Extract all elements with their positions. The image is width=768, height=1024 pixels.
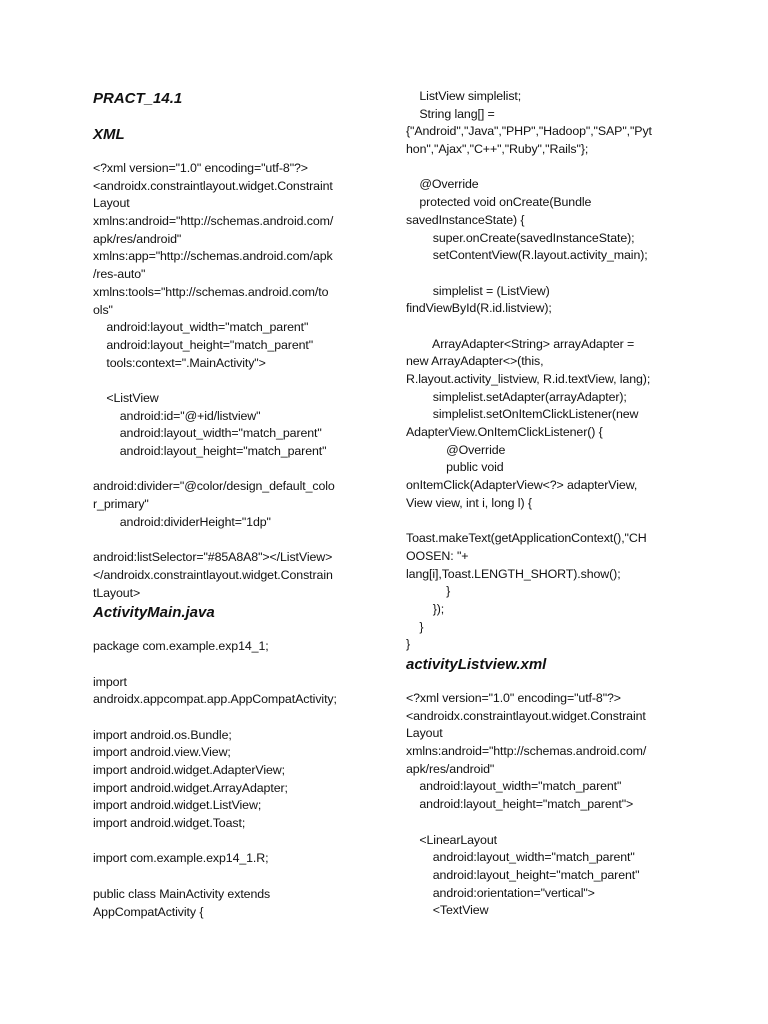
right-code-line: setContentView(R.layout.activity_main); [406, 248, 648, 263]
right-blank-line [406, 513, 696, 531]
left-code-line: android:id="@+id/listview" [93, 408, 261, 423]
right-code-line: findViewById(R.id.listview); [406, 301, 552, 316]
right-blank-line [406, 159, 696, 177]
left-code-line: <androidx.constraintlayout.widget.Constraint [93, 178, 333, 193]
left-code-line: </androidx.constraintlayout.widget.Constrain [93, 567, 333, 582]
left-code-line: xmlns:android="http://schemas.android.com/ [93, 214, 334, 229]
right-code-line: savedInstanceState) { [406, 212, 525, 227]
left-code-line: r_primary" [93, 497, 149, 512]
left-code-line: tLayout> [93, 585, 141, 600]
right-code-line: ArrayAdapter<String> arrayAdapter = [406, 336, 635, 351]
left-code-line: import android.widget.ListView; [93, 798, 262, 813]
left-code-line: <ListView [93, 390, 159, 405]
right-blank-line [406, 318, 696, 336]
right-code-line: @Override [406, 177, 479, 192]
left-code-line: android:layout_width="match_parent" [93, 426, 322, 441]
right-code-line: Layout [406, 726, 443, 741]
right-code-line: View view, int i, long l) { [406, 495, 532, 510]
left-code-line: /res-auto" [93, 267, 146, 282]
left-code-line: tools:context=".MainActivity"> [93, 355, 266, 370]
left-code-line: import android.os.Bundle; [93, 727, 232, 742]
right-code-line: ListView simplelist; [406, 89, 522, 103]
right-code-line: } [406, 637, 411, 652]
left-code-line: android:divider="@color/design_default_colo [93, 479, 335, 494]
right-code-line: <androidx.constraintlayout.widget.Constraint [406, 708, 646, 723]
left-code-line: AppCompatActivity { [93, 904, 204, 919]
right-code-line: R.layout.activity_listview, R.id.textView, lang); [406, 372, 651, 386]
left-code-line: Layout [93, 196, 130, 211]
left-code-line: android:layout_height="match_parent" [93, 337, 314, 352]
right-code-line: xmlns:android="http://schemas.android.com/ [406, 744, 647, 759]
right-section-heading: activityListview.xml [406, 656, 547, 673]
left-code-line: import com.example.exp14_1.R; [93, 851, 269, 866]
right-code-line: onItemClick(AdapterView<?> adapterView, [406, 478, 638, 493]
left-code-line: import android.widget.Toast; [93, 816, 246, 831]
right-code-line: }); [406, 601, 445, 616]
right-code-line: android:layout_width="match_parent" [406, 850, 635, 865]
left-code-line: ols" [93, 302, 113, 317]
left-section-heading: ActivityMain.java [93, 604, 215, 622]
right-code-line: lang[i],Toast.LENGTH_SHORT).show(); [406, 566, 621, 581]
left-code-line: xmlns:app="http://schemas.android.com/apk [93, 249, 333, 264]
right-column [406, 88, 696, 920]
right-code-line: {"Android","Java","PHP","Hadoop","SAP","Pyt [406, 124, 652, 139]
left-code-line: android:dividerHeight="1dp" [93, 514, 271, 529]
left-code-line: android:layout_height="match_parent" [93, 444, 327, 458]
right-code-line: new ArrayAdapter<>(this, [406, 354, 544, 369]
left-code-line: android:listSelector="#85A8A8"></ListView> [93, 550, 333, 565]
right-code-line: super.onCreate(savedInstanceState); [406, 230, 635, 245]
left-code-line: <?xml version="1.0" encoding="utf-8"?> [93, 161, 308, 175]
right-code-line: } [406, 584, 451, 599]
right-code-line: simplelist.setOnItemClickListener(new [406, 407, 639, 422]
right-code-line: <LinearLayout [406, 832, 497, 847]
left-code-line: apk/res/android" [93, 231, 182, 246]
left-code-line: import android.widget.ArrayAdapter; [93, 780, 288, 795]
right-code-line: hon","Ajax","C++","Ruby","Rails"}; [406, 142, 589, 157]
right-code-line: } [406, 619, 424, 634]
left-blank-line [93, 709, 373, 727]
right-blank-line [406, 814, 696, 832]
right-code-line: protected void onCreate(Bundle [406, 195, 592, 210]
right-code-line: simplelist = (ListView) [406, 283, 550, 298]
right-code-line: Toast.makeText(getApplicationContext(),"CH [406, 531, 647, 546]
right-code-line: String lang[] = [406, 106, 495, 121]
left-code-line: import android.widget.AdapterView; [93, 763, 285, 777]
left-blank-line [93, 372, 373, 390]
right-code-line: simplelist.setAdapter(arrayAdapter); [406, 389, 627, 404]
left-blank-line [93, 868, 373, 886]
right-code-line: android:layout_height="match_parent" [406, 867, 640, 882]
left-section-heading: PRACT_14.1 [93, 90, 183, 107]
left-blank-line [93, 833, 373, 851]
left-code-line: import android.view.View; [93, 745, 231, 760]
right-code-line: @Override [406, 442, 506, 457]
left-code-line: xmlns:tools="http://schemas.android.com/to [93, 284, 329, 299]
right-code-line: <?xml version="1.0" encoding="utf-8"?> [406, 691, 621, 705]
right-code-line: OOSEN: "+ [406, 548, 469, 563]
left-code-line: android:layout_width="match_parent" [93, 320, 309, 335]
right-code-line: public void [406, 460, 504, 475]
left-code-line: androidx.appcompat.app.AppCompatActivity; [93, 692, 337, 707]
left-blank-line [93, 656, 373, 674]
right-code-line: android:orientation="vertical"> [406, 885, 595, 900]
right-code-line: <TextView [406, 903, 489, 918]
left-blank-line [93, 461, 373, 479]
left-code-line: import [93, 674, 127, 689]
left-blank-line [93, 531, 373, 549]
left-section-heading: XML [93, 126, 125, 143]
right-code-line: apk/res/android" [406, 761, 495, 776]
right-blank-line [406, 265, 696, 283]
right-code-line: AdapterView.OnItemClickListener() { [406, 425, 603, 440]
right-code-line: android:layout_height="match_parent"> [406, 797, 634, 812]
left-code-line: package com.example.exp14_1; [93, 639, 269, 654]
left-code-line: public class MainActivity extends [93, 886, 271, 901]
right-code-line: android:layout_width="match_parent" [406, 779, 622, 794]
left-column [93, 88, 373, 921]
